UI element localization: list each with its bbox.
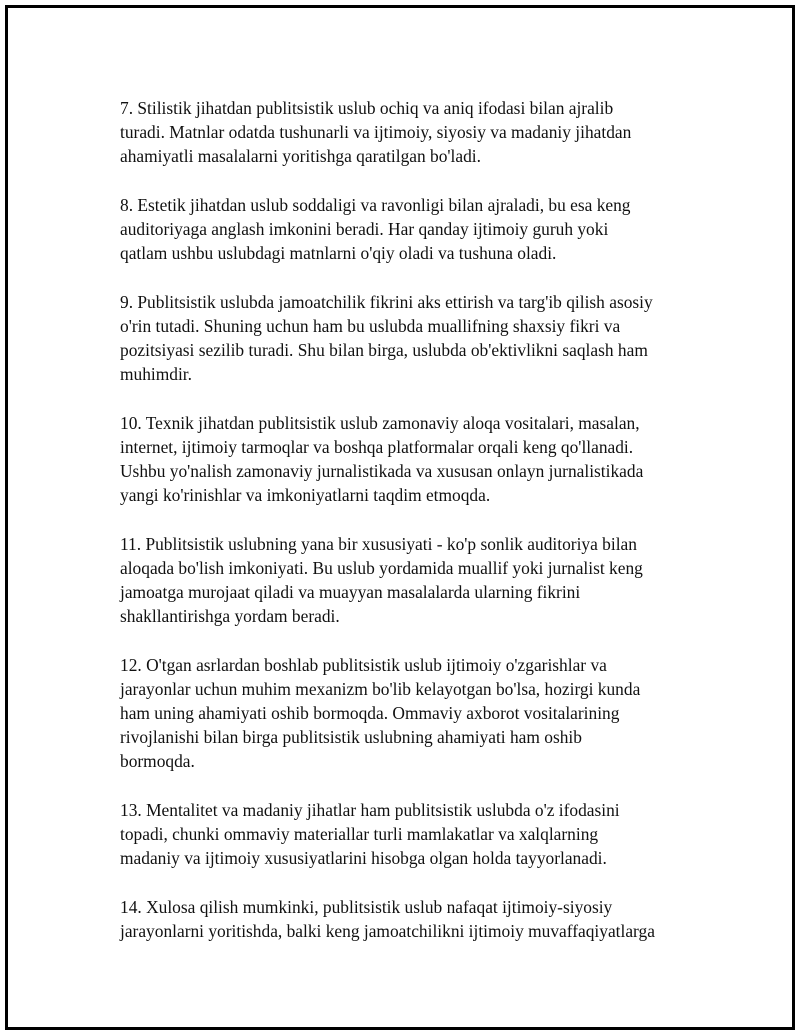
paragraph-10: 10. Texnik jihatdan publitsistik uslub zamonaviy aloqa vositalari, masalan, internet, ijtimoiy tarmoqlar va boshqa platformalar orqali keng qo'llanadi. Ushbu yo'nalish zamonaviy jurnalistikada va xususan onlayn jurnalistikada yangi ko'rinishlar va imkoniyatlarni taqdim etmoqda. xyxy=(120,412,644,506)
paragraph-14: 14. Xulosa qilish mumkinki, publitsistik uslub nafaqat ijtimoiy-siyosiy jarayonlarni yoritishda, balki keng jamoatchilikni ijtimoiy muvaffaqiyatlarga xyxy=(120,896,655,941)
paragraph-8: 8. Estetik jihatdan uslub soddaligi va ravonligi bilan ajraladi, bu esa keng auditoriyaga anglash imkonini beradi. Har qanday ijtimoiy guruh yoki qatlam ushbu uslubdagi matnlarni o'qiy oladi va tushuna oladi. xyxy=(120,194,631,264)
paragraph-12: 12. O'tgan asrlardan boshlab publitsistik uslub ijtimoiy o'zgarishlar va jarayonlar uchun muhim mexanizm bo'lib kelayotgan bo'lsa, hozirgi kunda ham uning ahamiyati oshib bormoqda. Ommaviy axborot vositalarining rivojlanishi bilan birga publitsistik uslubning ahamiyati ham oshib bormoqda. xyxy=(120,654,641,772)
paragraph-9: 9. Publitsistik uslubda jamoatchilik fikrini aks ettirish va targ'ib qilish asosiy o'rin tutadi. Shuning uchun ham bu uslubda muallifning shaxsiy fikri va pozitsiyasi sezilib turadi. Shu bilan birga, uslubda ob'ektivlikni saqlash ham muhimdir. xyxy=(120,291,653,385)
document-page xyxy=(5,5,795,1030)
paragraph-11: 11. Publitsistik uslubning yana bir xususiyati - ko'p sonlik auditoriya bilan aloqada bo'lish imkoniyati. Bu uslub yordamida muallif yoki jurnalist keng jamoatga murojaat qiladi va muayyan masalalarda ularning fikrini shakllantirishga yordam beradi. xyxy=(120,533,643,627)
paragraph-13: 13. Mentalitet va madaniy jihatlar ham publitsistik uslubda o'z ifodasini topadi, chunki ommaviy materiallar turli mamlakatlar va xalqlarning madaniy va ijtimoiy xususiyatlarini hisobga olgan holda tayyorlanadi. xyxy=(120,799,620,869)
paragraph-7: 7. Stilistik jihatdan publitsistik uslub ochiq va aniq ifodasi bilan ajralib turadi. Matnlar odatda tushunarli va ijtimoiy, siyosiy va madaniy jihatdan ahamiyatli masalalarni yoritishga qaratilgan bo'ladi. xyxy=(120,98,632,167)
document-body xyxy=(120,96,710,967)
